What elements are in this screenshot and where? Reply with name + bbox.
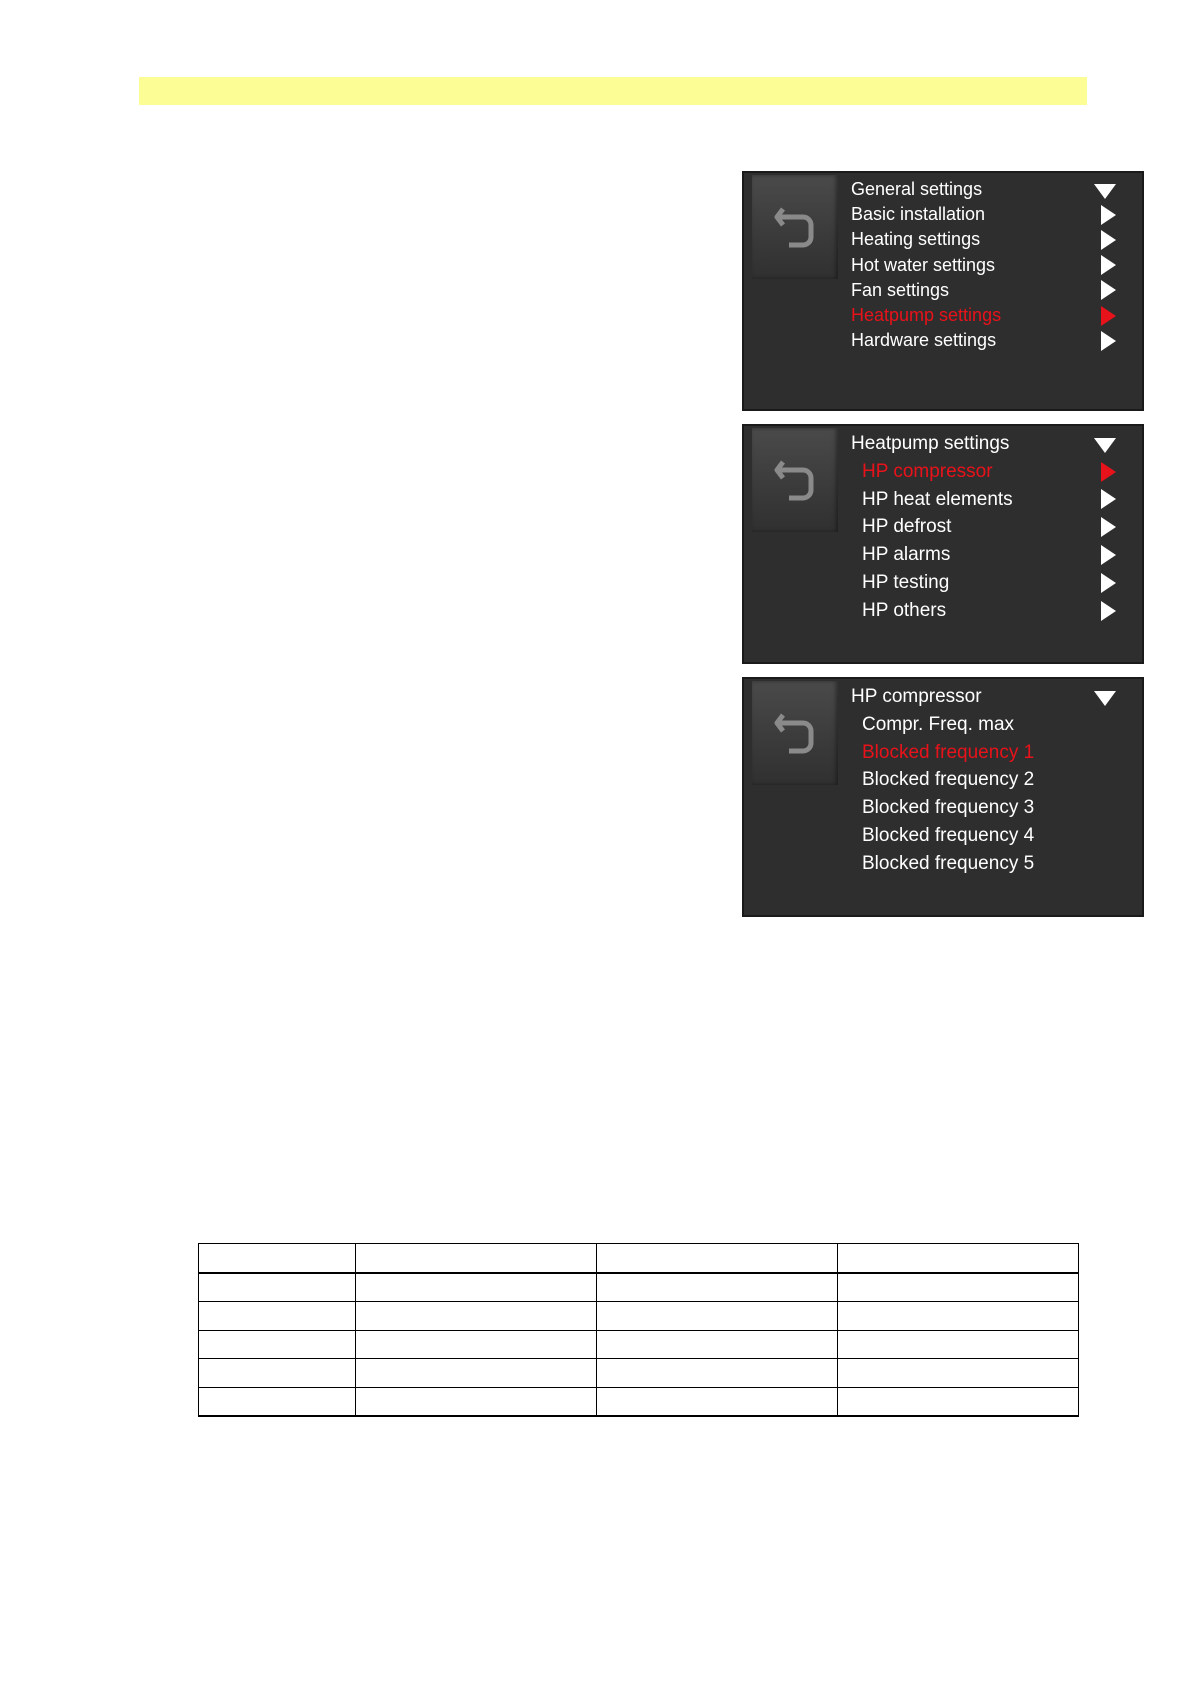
menu-item-label: HP defrost xyxy=(862,516,952,538)
triangle-right-icon xyxy=(1101,205,1116,225)
triangle-down-icon xyxy=(1094,691,1116,706)
table-cell xyxy=(199,1359,356,1388)
table-cell xyxy=(597,1359,838,1388)
menu-item-label: Basic installation xyxy=(851,204,986,225)
menu-item-hp-alarms[interactable] xyxy=(851,541,1132,569)
triangle-right-icon xyxy=(1101,489,1116,509)
back-arrow-icon xyxy=(773,199,817,255)
menu-item-label: HP alarms xyxy=(862,544,951,566)
menu-header-label: General settings xyxy=(851,179,983,199)
menu-item-label: HP testing xyxy=(862,571,950,593)
menu-item-label: Heating settings xyxy=(851,229,981,250)
menu-item-blocked-frequency-2[interactable] xyxy=(851,766,1132,794)
back-button[interactable] xyxy=(752,175,838,279)
back-arrow-icon xyxy=(773,452,817,508)
table-cell xyxy=(356,1359,597,1388)
table-cell xyxy=(199,1330,356,1359)
empty-table xyxy=(198,1243,1079,1417)
menu-item-label: Heatpump settings xyxy=(851,304,1002,325)
menu-list xyxy=(851,683,1132,878)
table-cell xyxy=(356,1244,597,1273)
back-button[interactable] xyxy=(752,681,838,785)
table-cell xyxy=(356,1387,597,1416)
menu-item-blocked-frequency-4[interactable] xyxy=(851,822,1132,850)
triangle-down-icon xyxy=(1094,184,1116,199)
menu-list xyxy=(851,430,1132,625)
triangle-right-icon xyxy=(1101,306,1116,326)
table-cell xyxy=(356,1330,597,1359)
triangle-right-icon xyxy=(1101,331,1116,351)
triangle-right-icon xyxy=(1101,545,1116,565)
back-arrow-icon xyxy=(773,705,817,761)
menu-item-compr-freq-max[interactable] xyxy=(851,711,1132,739)
table-cell xyxy=(199,1387,356,1416)
menu-header-label: Heatpump settings xyxy=(851,433,1010,454)
menu-item-basic-installation[interactable] xyxy=(851,202,1132,227)
table-row xyxy=(199,1359,1079,1388)
table-cell xyxy=(199,1244,356,1273)
table-cell xyxy=(838,1387,1079,1416)
table-cell xyxy=(597,1273,838,1302)
triangle-right-icon xyxy=(1101,573,1116,593)
triangle-down-icon xyxy=(1094,438,1116,453)
menu-item-label: Blocked frequency 1 xyxy=(862,741,1035,763)
menu-item-heating-settings[interactable] xyxy=(851,227,1132,252)
menu-header[interactable] xyxy=(851,430,1132,458)
table-row xyxy=(199,1387,1079,1416)
highlighted-heading-bar xyxy=(139,77,1087,105)
table-row xyxy=(199,1244,1079,1273)
table-cell xyxy=(838,1359,1079,1388)
menu-item-label: Blocked frequency 4 xyxy=(862,824,1035,846)
triangle-right-icon xyxy=(1101,517,1116,537)
table-cell xyxy=(356,1302,597,1331)
menu-item-hp-compressor[interactable] xyxy=(851,458,1132,486)
triangle-right-icon xyxy=(1101,230,1116,250)
table-cell xyxy=(838,1302,1079,1331)
menu-item-hp-heat-elements[interactable] xyxy=(851,486,1132,514)
menu-list xyxy=(851,177,1132,353)
screen-hp-compressor xyxy=(742,677,1144,917)
triangle-right-icon xyxy=(1101,280,1116,300)
menu-item-label: Compr. Freq. max xyxy=(862,713,1015,735)
menu-header[interactable] xyxy=(851,683,1132,711)
table-cell xyxy=(838,1244,1079,1273)
menu-item-hp-testing[interactable] xyxy=(851,569,1132,597)
triangle-right-icon xyxy=(1101,462,1116,482)
menu-item-label: Blocked frequency 3 xyxy=(862,797,1035,819)
table-row xyxy=(199,1302,1079,1331)
menu-item-label: Blocked frequency 5 xyxy=(862,852,1035,874)
table-cell xyxy=(199,1302,356,1331)
menu-item-label: HP compressor xyxy=(862,460,993,482)
menu-item-blocked-frequency-5[interactable] xyxy=(851,850,1132,878)
table-cell xyxy=(356,1273,597,1302)
menu-item-label: Fan settings xyxy=(851,279,950,300)
menu-item-hot-water-settings[interactable] xyxy=(851,253,1132,278)
menu-item-heatpump-settings[interactable] xyxy=(851,303,1132,328)
table-row xyxy=(199,1330,1079,1359)
menu-item-blocked-frequency-1[interactable] xyxy=(851,739,1132,767)
menu-item-label: Hot water settings xyxy=(851,254,996,275)
screen-general-settings xyxy=(742,171,1144,411)
menu-item-label: Hardware settings xyxy=(851,330,997,351)
menu-item-blocked-frequency-3[interactable] xyxy=(851,794,1132,822)
menu-item-fan-settings[interactable] xyxy=(851,278,1132,303)
table-cell xyxy=(597,1387,838,1416)
table-cell xyxy=(838,1273,1079,1302)
menu-header-label: HP compressor xyxy=(851,686,982,707)
screen-heatpump-settings xyxy=(742,424,1144,664)
menu-item-hardware-settings[interactable] xyxy=(851,328,1132,353)
table-cell xyxy=(597,1330,838,1359)
back-button[interactable] xyxy=(752,428,838,532)
table-row xyxy=(199,1273,1079,1302)
menu-header[interactable] xyxy=(851,177,1132,202)
triangle-right-icon xyxy=(1101,255,1116,275)
table-cell xyxy=(597,1302,838,1331)
table-cell xyxy=(838,1330,1079,1359)
menu-item-hp-defrost[interactable] xyxy=(851,513,1132,541)
table-cell xyxy=(597,1244,838,1273)
menu-item-label: Blocked frequency 2 xyxy=(862,769,1035,791)
menu-item-label: HP heat elements xyxy=(862,488,1013,510)
triangle-right-icon xyxy=(1101,601,1116,621)
menu-item-label: HP others xyxy=(862,599,947,621)
menu-item-hp-others[interactable] xyxy=(851,597,1132,625)
table-cell xyxy=(199,1273,356,1302)
